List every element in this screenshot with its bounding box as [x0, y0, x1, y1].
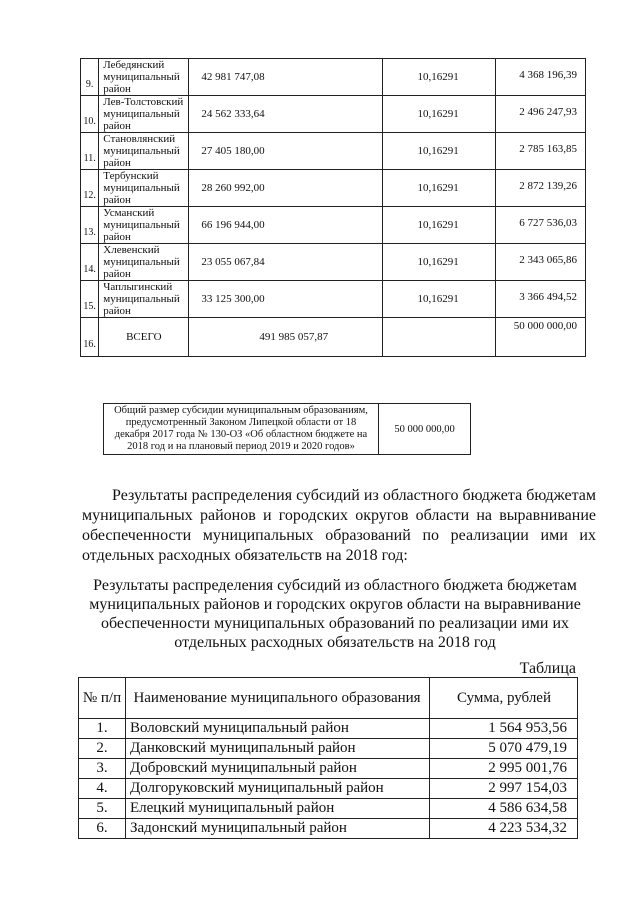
- total-num: 16.: [81, 318, 99, 357]
- summary-box: [103, 403, 471, 455]
- row-num: 3.: [79, 759, 126, 779]
- table-row: [81, 170, 586, 207]
- row-amount: 42 981 747,08: [189, 59, 383, 96]
- row-coefficient: 10,16291: [383, 96, 495, 133]
- row-subsidy: 6 727 536,03: [495, 207, 585, 244]
- total-subsidy: 50 000 000,00: [495, 318, 585, 357]
- row-num: 6.: [79, 819, 126, 839]
- row-name: Усманский муниципальный район: [99, 207, 189, 244]
- table-row: [79, 739, 578, 759]
- row-num: 14.: [81, 244, 99, 281]
- row-amount: 28 260 992,00: [189, 170, 383, 207]
- table-row: [79, 819, 578, 839]
- table-row: [79, 719, 578, 739]
- total-label: ВСЕГО: [99, 318, 189, 357]
- row-num: 13.: [81, 207, 99, 244]
- table-row: [81, 96, 586, 133]
- header-num: № п/п: [79, 678, 126, 719]
- row-coefficient: 10,16291: [383, 281, 495, 318]
- row-name: Задонский муниципальный район: [126, 819, 430, 839]
- total-coefficient: [383, 318, 495, 357]
- header-sum: Сумма, рублей: [430, 678, 578, 719]
- row-num: 9.: [81, 59, 99, 96]
- row-name: Долгоруковский муниципальный район: [126, 779, 430, 799]
- results-paragraph-text: Результаты распределения субсидий из областного бюджета бюджетам муниципальных районов и городских округов области на выравнивание обеспеченности муниципальных образований по реализации ими их отдельных расходных обязательств на 2018 год:: [82, 487, 596, 564]
- results-table: [78, 677, 578, 839]
- row-coefficient: 10,16291: [383, 170, 495, 207]
- row-amount: 24 562 333,64: [189, 96, 383, 133]
- table-row: [81, 59, 586, 96]
- row-sum: 4 223 534,32: [430, 819, 578, 839]
- row-sum: 5 070 479,19: [430, 739, 578, 759]
- summary-value: 50 000 000,00: [379, 404, 471, 455]
- row-sum: 2 995 001,76: [430, 759, 578, 779]
- row-num: 4.: [79, 779, 126, 799]
- row-coefficient: 10,16291: [383, 207, 495, 244]
- row-name: Воловский муниципальный район: [126, 719, 430, 739]
- row-amount: 66 196 944,00: [189, 207, 383, 244]
- row-num: 2.: [79, 739, 126, 759]
- row-num: 11.: [81, 133, 99, 170]
- table-row: [79, 759, 578, 779]
- row-coefficient: 10,16291: [383, 133, 495, 170]
- subsidy-table: [80, 58, 586, 357]
- row-name: Хлевенский муниципальный район: [99, 244, 189, 281]
- table-row: [81, 207, 586, 244]
- row-sum: 4 586 634,58: [430, 799, 578, 819]
- results-paragraph: [82, 486, 596, 566]
- summary-row: [104, 404, 471, 455]
- row-subsidy: 3 366 494,52: [495, 281, 585, 318]
- row-name: Данковский муниципальный район: [126, 739, 430, 759]
- table-row: [81, 281, 586, 318]
- row-subsidy: 2 343 065,86: [495, 244, 585, 281]
- total-row: [81, 318, 586, 357]
- row-coefficient: 10,16291: [383, 244, 495, 281]
- table-row: [79, 779, 578, 799]
- table-label: Таблица: [519, 660, 576, 677]
- row-subsidy: 4 368 196,39: [495, 59, 585, 96]
- table-row: [81, 244, 586, 281]
- row-num: 1.: [79, 719, 126, 739]
- row-name: Тербунский муниципальный район: [99, 170, 189, 207]
- row-num: 5.: [79, 799, 126, 819]
- row-name: Лебедянский муниципальный район: [99, 59, 189, 96]
- row-amount: 33 125 300,00: [189, 281, 383, 318]
- summary-label: Общий размер субсидии муниципальным образованиям, предусмотренный Законом Липецкой области от 18 декабря 2017 года № 130-ОЗ «Об областном бюджете на 2018 год и на плановый период 2019 и 2020 годов»: [104, 404, 379, 455]
- row-amount: 27 405 180,00: [189, 133, 383, 170]
- row-name: Становлянский муниципальный район: [99, 133, 189, 170]
- row-name: Добровский муниципальный район: [126, 759, 430, 779]
- row-sum: 1 564 953,56: [430, 719, 578, 739]
- row-num: 15.: [81, 281, 99, 318]
- table-row: [79, 799, 578, 819]
- row-name: Лев-Толстовский муниципальный район: [99, 96, 189, 133]
- row-subsidy: 2 872 139,26: [495, 170, 585, 207]
- results-heading: Результаты распределения субсидий из областного бюджета бюджетам муниципальных районов и городских округов области на выравнивание обеспеченности муниципальных образований по реализации ими их отдельных расходных обязательств на 2018 год: [89, 577, 581, 651]
- row-name: Чаплыгинский муниципальный район: [99, 281, 189, 318]
- row-subsidy: 2 496 247,93: [495, 96, 585, 133]
- row-num: 12.: [81, 170, 99, 207]
- header-name: Наименование муниципального образования: [126, 678, 430, 719]
- results-header-row: [79, 678, 578, 719]
- table-row: [81, 133, 586, 170]
- row-amount: 23 055 067,84: [189, 244, 383, 281]
- row-subsidy: 2 785 163,85: [495, 133, 585, 170]
- row-sum: 2 997 154,03: [430, 779, 578, 799]
- row-num: 10.: [81, 96, 99, 133]
- row-coefficient: 10,16291: [383, 59, 495, 96]
- total-amount: 491 985 057,87: [189, 318, 383, 357]
- row-name: Елецкий муниципальный район: [126, 799, 430, 819]
